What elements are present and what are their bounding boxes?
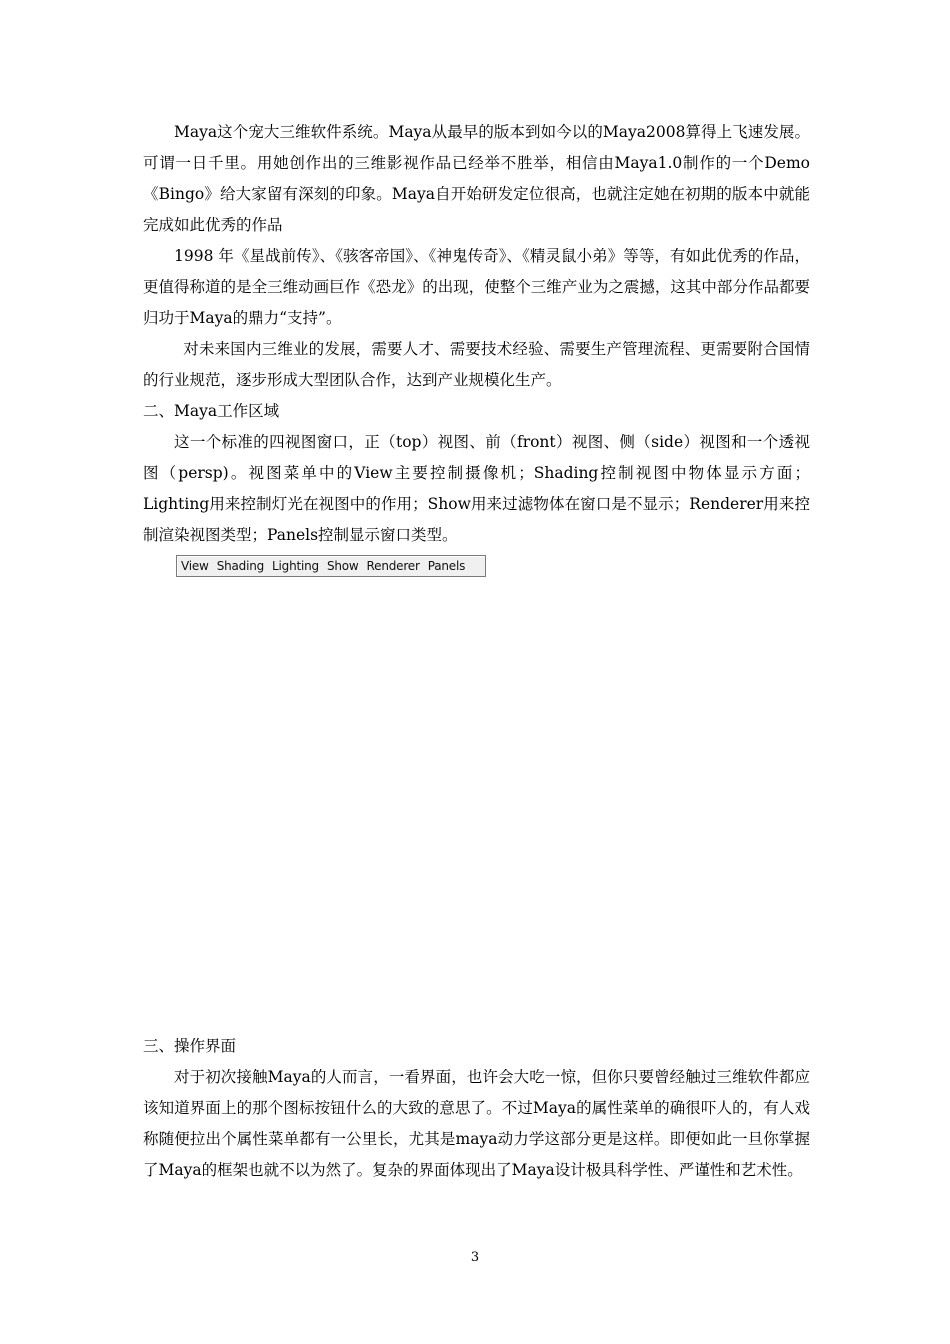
menu-show: Show [326, 559, 359, 573]
viewport-menu-bar-image [176, 555, 486, 577]
intro-paragraph-3: 对未来国内三维业的发展，需要人才、需要技术经验、需要生产管理流程、更需要附合国情的行业规范，逐步形成大型团队合作，达到产业规模化生产。 [143, 340, 810, 389]
page-number: 3 [470, 1250, 480, 1265]
menu-panels: Panels [427, 559, 466, 573]
menu-view: View [181, 559, 209, 573]
section-heading-workspace: 二、Maya工作区域 [143, 402, 280, 420]
workspace-paragraph: 这一个标准的四视图窗口，正（top）视图、前（front）视图、侧（side）视图和一个透视图（persp)。视图菜单中的View主要控制摄像机；Shading控制视图中物体显示方面；Lighting用来控制灯光在视图中的作用；Show用来过滤物体在窗口是不显示；Renderer用来控制渲染视图类型；Panels控制显示窗口类型。 [143, 433, 810, 544]
menu-shading: Shading [216, 559, 265, 573]
interface-paragraph: 对于初次接触Maya的人而言，一看界面，也许会大吃一惊，但你只要曾经触过三维软件都应该知道界面上的那个图标按钮什么的大致的意思了。不过Maya的属性菜单的确很吓人的，有人戏称随便拉出个属性菜单都有一公里长，尤其是maya动力学这部分更是这样。即便如此一旦你掌握了Maya的框架也就不以为然了。复杂的界面体现出了Maya设计极具科学性、严谨性和艺术性。 [143, 1068, 810, 1179]
menu-lighting: Lighting [272, 559, 319, 573]
intro-paragraph-2: 1998 年《星战前传》、《骇客帝国》、《神鬼传奇》、《精灵鼠小弟》等等，有如此优秀的作品，更值得称道的是全三维动画巨作《恐龙》的出现，使整个三维产业为之震撼，这其中部分作品都要归功于Maya的鼎力“支持”。 [143, 247, 810, 327]
menu-renderer: Renderer [366, 559, 420, 573]
intro-paragraph-1: Maya这个宠大三维软件系统。Maya从最早的版本到如今以的Maya2008算得上飞速发展。可谓一日千里。用她创作出的三维影视作品已经举不胜举，相信由Maya1.0制作的一个Demo《Bingo》给大家留有深刻的印象。Maya自开始研发定位很高，也就注定她在初期的版本中就能完成如此优秀的作品 [143, 123, 810, 234]
section-heading-interface: 三、操作界面 [143, 1037, 237, 1055]
